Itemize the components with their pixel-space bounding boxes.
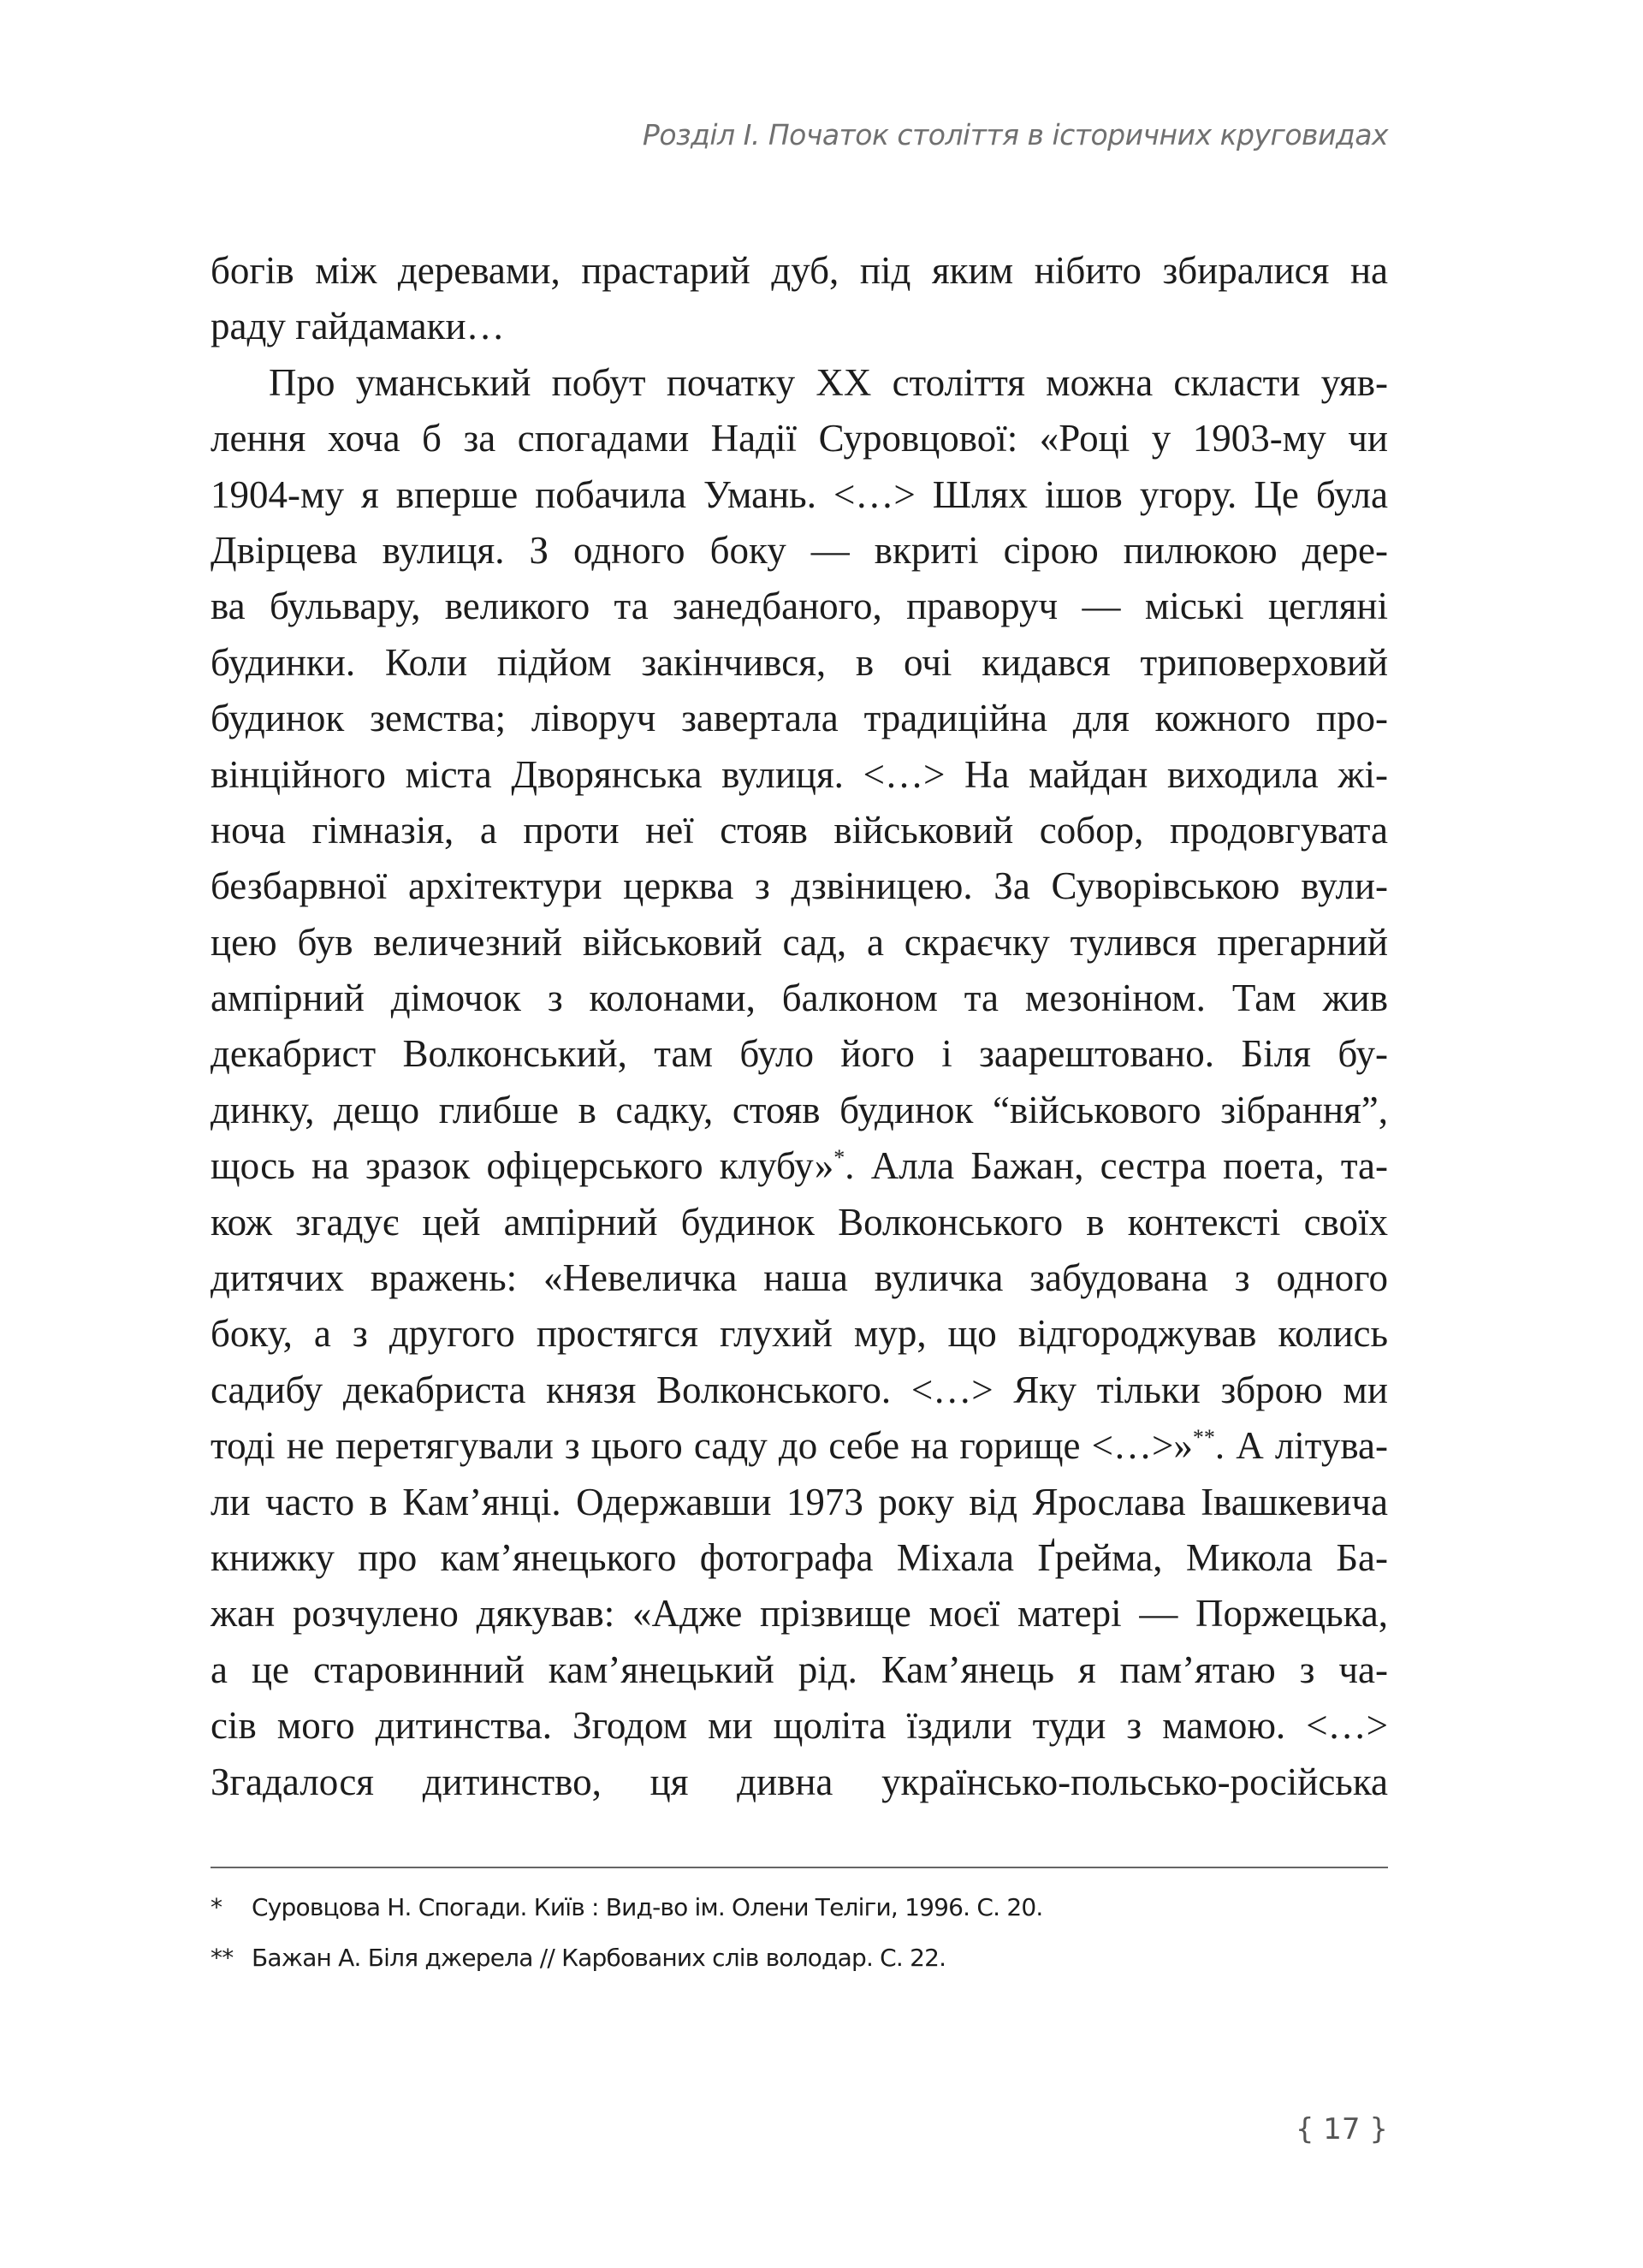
text-line: ноча гімназія, а проти неї стояв військовий собор, продовгувата: [211, 808, 1388, 852]
footnote-ref[interactable]: **: [1192, 1425, 1215, 1451]
text-line: боку, а з другого простягся глухий мур, що відгороджував колись: [211, 1312, 1388, 1356]
text-segment: тоді не перетягували з цього саду до себе на горище <…>»: [211, 1424, 1193, 1468]
text-line: будинки. Коли підйом закінчився, в очі кидався триповерховий: [211, 640, 1388, 684]
text-line: а це старовинний кам’янецький рід. Кам’янець я пам’ятаю з ча-: [211, 1648, 1388, 1691]
text-line: сів мого дитинства. Згодом ми щоліта їздили туди з мамою. <…>: [211, 1704, 1388, 1748]
text-segment: . А літува-: [1214, 1424, 1388, 1468]
text-line: лення хоча б за спогадами Надії Суровцової: «Році у 1903-му чи: [211, 417, 1388, 460]
text-line: дитячих вражень: «Невеличка наша вуличка забудована з одного: [211, 1256, 1388, 1300]
text-line: раду гайдамаки…: [211, 305, 505, 348]
text-line: динку, дещо глибше в садку, стояв будинок “військового зібрання”,: [211, 1088, 1388, 1131]
footnote-mark: *: [211, 1893, 222, 1921]
text-line: 1904-му я вперше побачила Умань. <…> Шлях ішов угору. Це була: [211, 472, 1388, 516]
footnote: [211, 1944, 946, 1972]
running-header: Розділ І. Початок століття в історичних круговидах: [642, 118, 1388, 151]
page-number: { 17 }: [1295, 2112, 1388, 2146]
text-line: декабрист Волконський, там було його і заарештовано. Біля бу-: [211, 1032, 1388, 1076]
text-line: вінційного міста Дворянська вулиця. <…> На майдан виходила жі-: [211, 752, 1388, 796]
text-line: ампірний дімочок з колонами, балконом та мезоніном. Там жив: [211, 977, 1388, 1020]
main-text: [211, 243, 1388, 1810]
footnote-text: Суровцова Н. Спогади. Київ : Вид-во ім. Олени Теліги, 1996. С. 20.: [252, 1893, 1043, 1921]
text-line: цею був величезний військовий сад, а скраєчку тулився прегарний: [211, 920, 1388, 964]
text-line: богів між деревами, прастарий дуб, під яким нібито збиралися на: [211, 249, 1388, 292]
footnote-mark: **: [211, 1944, 234, 1972]
text-line: ва бульвару, великого та занедбаного, праворуч — міські цегляні: [211, 585, 1388, 628]
text-line: [211, 1138, 1388, 1194]
text-segment: щось на зразок офіцерського клубу»: [211, 1144, 834, 1188]
text-line: [211, 1418, 1388, 1474]
text-line: жан розчулено дякував: «Адже прізвище моєї матері — Поржецька,: [211, 1592, 1388, 1636]
text-line: книжку про кам’янецького фотографа Міхала Ґрейма, Микола Ба-: [211, 1535, 1388, 1579]
footnote-divider: [211, 1867, 1388, 1868]
text-line: будинок земства; ліворуч завертала традиційна для кожного про-: [211, 697, 1388, 740]
footnote: [211, 1893, 1042, 1921]
text-line: кож згадує цей ампірний будинок Волконського в контексті своїх: [211, 1200, 1388, 1244]
text-line: садибу декабриста князя Волконського. <…> Яку тільки зброю ми: [211, 1368, 1388, 1411]
text-line: безбарвної архітектури церква з дзвіницею. За Суворівською вули-: [211, 864, 1388, 908]
footnote-ref[interactable]: *: [833, 1145, 845, 1171]
text-segment: . Алла Бажан, сестра поета, та-: [845, 1144, 1388, 1188]
text-line: Згадалося дитинство, ця дивна українсько-польсько-російська: [211, 1760, 1388, 1803]
footnote-text: Бажан А. Біля джерела // Карбованих слів володар. С. 22.: [252, 1944, 946, 1972]
text-line: Про уманський побут початку ХХ століття можна скласти уяв-: [269, 360, 1388, 404]
text-line: Двірцева вулиця. З одного боку — вкриті сірою пилюкою дере-: [211, 528, 1388, 572]
text-line: ли часто в Кам’янці. Одержавши 1973 року від Ярослава Івашкевича: [211, 1480, 1388, 1523]
